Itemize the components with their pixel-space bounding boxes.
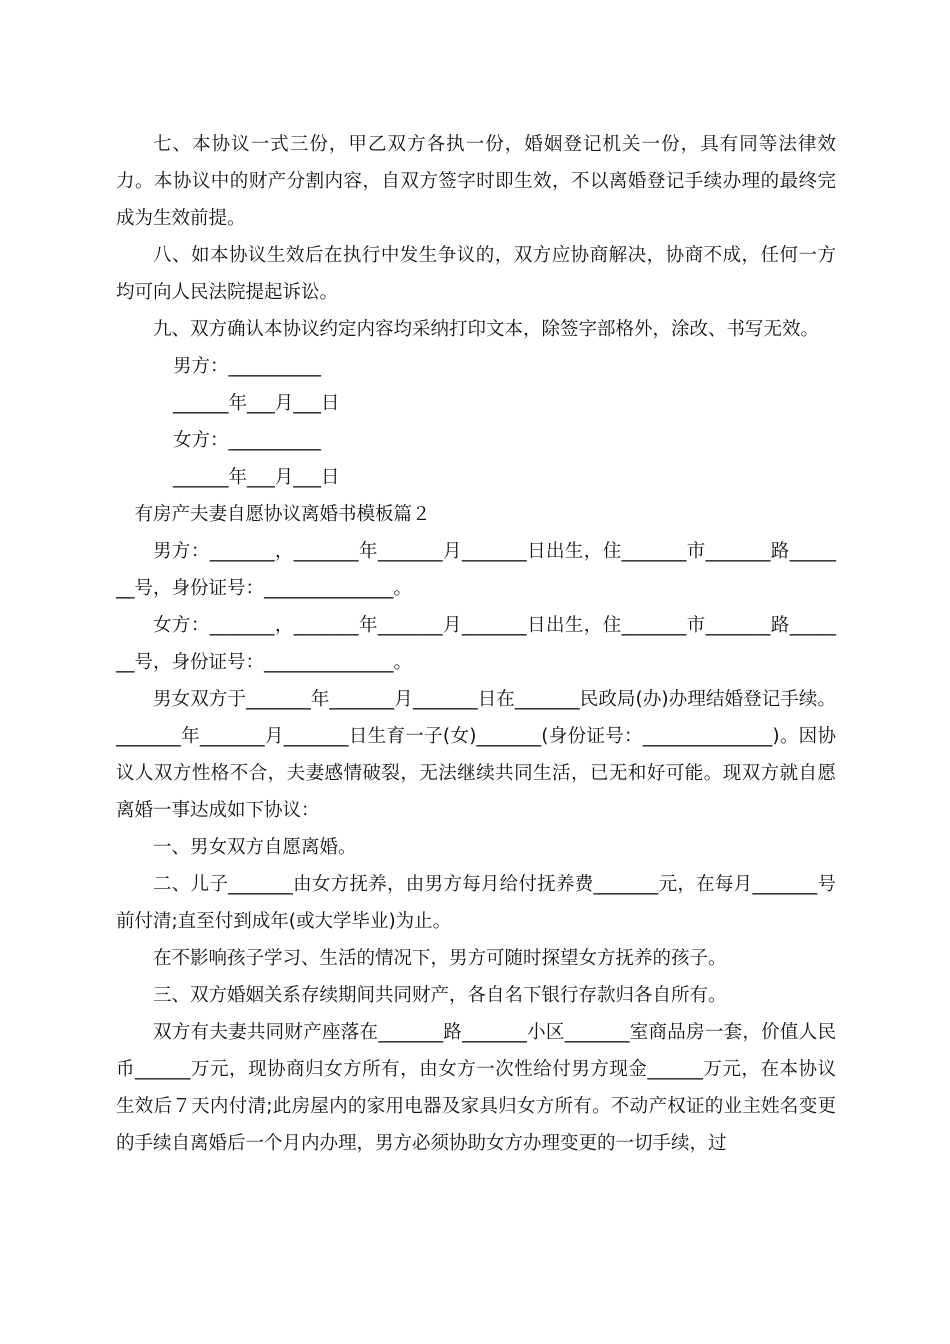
clause-nine: 九、双方确认本协议约定内容均采纳打印文本，除签字部格外，涂改、书写无效。 (153, 319, 820, 340)
marriage-background: 男女双方于_______年_______月_______日在_______民政局(办)办理结婚登记手续。_______年_______月_______日生育一子(女)_______(身份证号：______________)。因协议人双方性格不合，夫妻感情破裂，无法继续共同生活，已无和好可能。现双方就自愿离婚一事达成如下协议： (116, 689, 836, 821)
male-signature-date: ______年___月___日 (173, 393, 340, 414)
visitation-note: 在不影响孩子学习、生活的情况下，男方可随时探望女方抚养的孩子。 (153, 948, 727, 969)
female-party-info: 女方：_______，_______年_______月_______日出生，住_______市_______路_______号，身份证号：______________。 (116, 615, 836, 673)
clause-two: 二、儿子_______由女方抚养，由男方每月给付抚养费_______元，在每月_______号前付清;直至付到成年(或大学毕业)为止。 (116, 874, 836, 932)
male-signature-line: 男方：__________ (173, 356, 322, 377)
clause-three: 三、双方婚姻关系存续期间共同财产，各自名下银行存款归各自所有。 (153, 985, 727, 1006)
clause-seven: 七、本协议一式三份，甲乙双方各执一份，婚姻登记机关一份，具有同等法律效力。本协议中的财产分割内容，自双方签字时即生效，不以离婚登记手续办理的最终完成为生效前提。 (116, 134, 836, 229)
document-body (116, 126, 836, 1162)
female-signature-line: 女方：__________ (173, 430, 322, 451)
clause-eight: 八、如本协议生效后在执行中发生争议的，双方应协商解决，协商不成，任何一方均可向人民法院提起诉讼。 (116, 245, 836, 303)
property-clause: 双方有夫妻共同财产座落在_______路_______小区_______室商品房一套，价值人民币______万元，现协商归女方所有，由女方一次性给付男方现金______万元，在本协议生效后７天内付清;此房屋内的家用电器及家具归女方所有。不动产权证的业主姓名变更的手续自离婚后一个月内办理，男方必须协助女方办理变更的一切手续，过 (116, 1022, 836, 1154)
male-party-info: 男方：_______，_______年_______月_______日出生，住_______市_______路_______号，身份证号：______________。 (116, 541, 836, 599)
clause-one: 一、男女双方自愿离婚。 (153, 837, 357, 858)
female-signature-date: ______年___月___日 (173, 467, 340, 488)
section-title: 有房产夫妻自愿协议离婚书模板篇２ (134, 504, 431, 525)
